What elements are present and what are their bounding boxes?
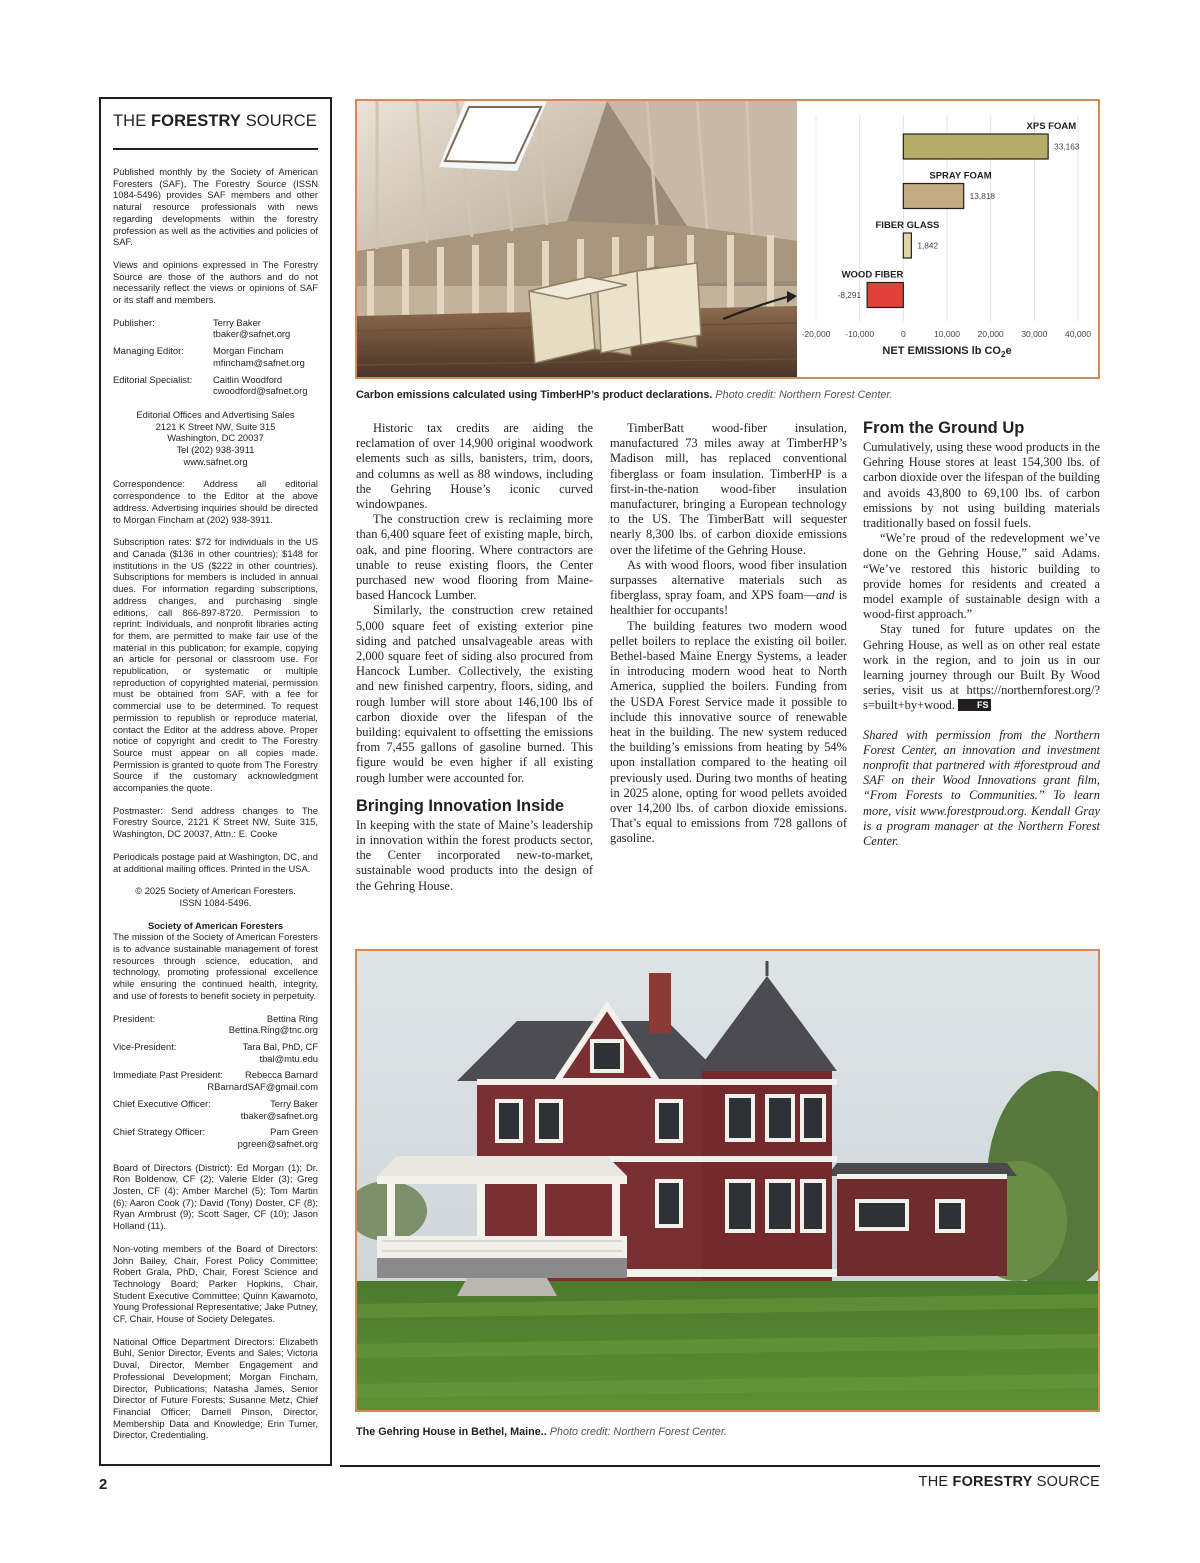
chart-x-axis-title: NET EMISSIONS lb $CO_2e$ <box>882 345 1012 359</box>
footer-brand-post: SOURCE <box>1032 1474 1100 1490</box>
officer-name: Terry Baker <box>270 1097 318 1109</box>
article-paragraph: “We’re proud of the redevelopment we’ve done on the Gehring House,” said Adams. “We’ve restored this historic building to provide homes for residents and created a model example of sustainable design with a wood-first approach.” <box>863 531 1100 622</box>
figure2-photo-credit: Photo credit: Northern Forest Center. <box>549 1426 728 1438</box>
article-paragraph: Cumulatively, using these wood products in the Gehring House stores at least 154,300 lbs. of carbon dioxide over the lifespan of the building and avoids 43,800 to 69,100 lbs. of carbon emissions by not using building materials traditionally based on fossil fuels. <box>863 440 1100 531</box>
officer-role: President: <box>113 1012 156 1024</box>
article-paragraph: In keeping with the state of Maine’s leadership in innovation within the forest products sector, the Center incorporated new-to-market, sustainable wood products into the design of the Gehring House. <box>356 817 593 893</box>
officer-email: RBarnardSAF@gmail.com <box>207 1081 318 1093</box>
chart-x-tick-label: -10,000 <box>845 329 875 339</box>
chart-category-label: SPRAY FOAM <box>929 170 992 182</box>
editorial-offices <box>113 409 318 468</box>
paragraph-segment: is healthier for occupants! <box>610 588 848 618</box>
chart-data-label: -8,291 <box>837 290 862 300</box>
gehring-house-photo <box>357 951 1098 1410</box>
staff-email: mfincham@safnet.org <box>213 356 305 368</box>
staff-list <box>113 317 318 397</box>
chart-x-tick-label: 20,000 <box>977 329 1004 339</box>
masthead-postage: Periodicals postage paid at Washington, DC, and at additional mailing offices. Printed in the USA. <box>113 850 318 874</box>
officer-name: Bettina Ring <box>266 1012 318 1024</box>
emissions-bar-chart <box>797 101 1098 377</box>
offices-line: Tel (202) 938-3911 <box>176 444 255 456</box>
offices-line: 2121 K Street NW, Suite 315 <box>155 420 276 432</box>
officer-email: tbaker@safnet.org <box>240 1109 318 1121</box>
page-number: 2 <box>99 1476 108 1493</box>
staff-name: Terry Baker <box>213 316 261 328</box>
figure2-caption-bold: The Gehring House in Bethel, Maine.. <box>356 1426 547 1438</box>
staff-row <box>113 345 318 368</box>
end-mark-icon: FS <box>958 699 991 711</box>
article-paragraph <box>863 622 1100 713</box>
nonvoting-members: Non-voting members of the Board of Directors: John Bailey, Chair, Forest Policy Committee; Robert Grala, PhD, Chair, Forest Science and Technology Board; Parker Hopkins, Chair, Student Executive Committee; Quinn Kawamoto, Young Professional Representative; Jake Putney, CF, Chair, House of Society Delegates. <box>113 1242 318 1325</box>
board-of-directors: Board of Directors (District): Ed Morgan (1); Dr. Ron Boldenow, CF (2); Valerie Elder (3); Greg Josten, CF (4); Amber Marchel (5); Tom Martin (6); Aaron Cook (7); David (Tony) Doster, CF (8); Ryan Armbrust (9); Scott Sager, CF (10); Jason Holland (11). <box>113 1161 318 1232</box>
chart-bar <box>903 184 963 209</box>
officer-role: Chief Executive Officer: <box>113 1097 211 1109</box>
staff-name: Morgan Fincham <box>213 345 284 357</box>
saf-mission: The mission of the Society of American Foresters is to advance sustainable management of forest resources through science, education, and technology, promoting professional excellence while ensuring the continued health, integrity, and use of forests to benefit society in perpetuity. <box>113 931 318 1001</box>
article-column-3 <box>863 421 1100 849</box>
footer-brand <box>919 1474 1100 1490</box>
figure2-caption <box>356 1426 1100 1438</box>
chart-x-tick-label: 30,000 <box>1021 329 1048 339</box>
article-column-2 <box>610 421 847 847</box>
chart-data-label: 1,842 <box>917 240 939 251</box>
chart-data-label: 33,163 <box>1054 141 1080 152</box>
officer-entry <box>113 1069 318 1092</box>
officer-role: Immediate Past President: <box>113 1069 223 1081</box>
masthead-title-post: SOURCE <box>241 112 317 130</box>
staff-name: Caitlin Woodford <box>213 373 283 385</box>
masthead-title-pre: THE <box>113 112 151 130</box>
chart-category-label: XPS FOAM <box>1026 121 1077 132</box>
chart-category-label: WOOD FIBER <box>841 269 904 281</box>
paragraph-segment: As with wood floors, wood fiber insulation surpasses alternative materials such as fiberglass, spray foam, and XPS foam— <box>610 557 847 603</box>
chart-x-tick-label: 10,000 <box>934 329 960 339</box>
staff-email: tbaker@safnet.org <box>213 328 291 340</box>
footer-brand-bold: FORESTRY <box>952 1474 1033 1490</box>
staff-row <box>113 317 318 340</box>
article-credit-note: Shared with permission from the Northern Forest Center, an innovation and investment nonprofit that partnered with #forestproud and SAF on their Wood Innovations grant film, “From Forests to Communities.” To learn more, visit www.forestproud.org. Kendall Gray is a program manager at the Northern Forest Center. <box>863 727 1100 849</box>
officer-name: Tara Bal, PhD, CF <box>242 1041 318 1052</box>
masthead-copyright-block <box>113 885 318 908</box>
article-column-1 <box>356 421 593 894</box>
subhead-ground-up: From the Ground Up <box>863 419 1025 437</box>
saf-heading: Society of American Foresters <box>147 919 284 931</box>
masthead-rule <box>113 148 318 150</box>
masthead-views: Views and opinions expressed in The Forestry Source are those of the authors and do not necessarily reflect the views or opinions of SAF or its staff and members. <box>113 258 318 306</box>
chart-x-tick-label: 40,000 <box>1065 329 1091 339</box>
officer-entry <box>113 1041 318 1064</box>
attic-insulation-photo <box>357 101 797 377</box>
officer-email: Bettina.Ring@tnc.org <box>228 1024 318 1036</box>
chart-data-label: 13,818 <box>969 191 996 201</box>
offices-line: Editorial Offices and Advertising Sales <box>136 408 295 420</box>
figure1-photo-credit: Photo credit: Northern Forest Center. <box>715 389 893 401</box>
masthead-correspondence: Correspondence: Address all editorial correspondence to the Editor at the above address. Advertising inquiries should be directed to Morgan Fincham at (202) 938-3911. <box>113 478 318 525</box>
subhead-innovation: Bringing Innovation Inside <box>356 796 565 815</box>
officer-role: Vice-President: <box>113 1041 177 1052</box>
offices-line: Washington, DC 20037 <box>167 432 264 444</box>
article-paragraph: TimberBatt wood-fiber insulation, manufactured 73 miles away at TimberHP’s Madison mill, has replaced conventional fiberglass or foam insulation. TimberHP is a first-in-the-nation wood-fiber insulation manufacturer, bringing a European technology to the US. The TimberBatt will sequester nearly 8,300 lbs. of carbon dioxide emissions over the lifetime of the Gehring House. <box>610 421 847 557</box>
figure-gehring-house <box>355 949 1100 1412</box>
officer-entry <box>113 1126 318 1149</box>
footer-rule <box>340 1465 1100 1467</box>
masthead-subscription: Subscription rates: $72 for individuals in the US and Canada ($136 in other countries); $148 for institutions in the US ($222 in other countries). Subscriptions for members is included in annual dues. For information regarding subscriptions, address changes, and purchasing single editions, call 866-897-8720. Permission to reprint: Individuals, and nonprofit libraries acting for them, are permitted to make fair use of the material in this publication; for example, copying an article for personal or classroom use. For republication, or systematic or multiple reproduction of copyrighted material, permission must be obtained from SAF, with a fee for commercial use to be determined. To request permission to republish or reproduce material, contact the Editor at the address above. Proper notice of copyright and credit to The Forestry Source must appear on all copies made. Permission is granted to quote from The Forestry Source if the customary acknowledgment accompanies the quote. <box>113 536 318 794</box>
officer-name: Rebecca Barnard <box>245 1069 318 1081</box>
staff-role: Editorial Specialist: <box>113 373 193 385</box>
article-paragraph: The building features two modern wood pellet boilers to replace the existing oil boiler. Bethel-based Maine Energy Systems, a leader in introducing modern wood heat to North America, supplied the boilers. Funding from the USDA Forest Service made it possible to include this innovative source of renewable heat in the building. The new system reduced the building’s emissions from heating by 54% upon installation compared to the heating oil previously used. During two months of heating in 2025 alone, opting for wood pellets avoided over 14,200 lbs. of carbon dioxide emissions. That’s equal to emissions from 728 gallons of gasoline. <box>610 618 847 846</box>
chart-x-tick-label: 0 <box>900 329 906 339</box>
staff-role: Publisher: <box>113 316 155 328</box>
officer-email: pgreen@safnet.org <box>237 1137 318 1149</box>
officer-email: tbal@mtu.edu <box>259 1052 318 1064</box>
masthead-postmaster: Postmaster: Send address changes to The Forestry Source, 2121 K Street NW, Suite 315, Washington, DC 20037, Attn.: E. Cooke <box>113 804 318 840</box>
masthead-copyright: © 2025 Society of American Foresters. <box>135 885 296 897</box>
figure1-caption-bold: Carbon emissions calculated using TimberHP’s product declarations. <box>356 389 713 401</box>
article-paragraph: Similarly, the construction crew retained 5,000 square feet of existing exterior pine siding and patched unsalvageable areas with 2,000 square feet of siding also procured from Hancock Lumber. Collectively, the existing and new finished carpentry, floors, siding, and rough lumber will store about 146,100 lbs of carbon dioxide over the lifespan of the building: equivalent to offsetting the emissions from 7,455 gallons of gasoline burned. This figure would be even higher if all existing rough lumber were accounted for. <box>356 603 593 785</box>
offices-line: www.safnet.org <box>183 455 248 467</box>
masthead-box <box>99 97 332 1466</box>
officer-entry <box>113 1013 318 1036</box>
masthead-issn: ISSN 1084-5496. <box>179 896 252 908</box>
chart-bar <box>867 283 903 308</box>
officer-entry <box>113 1098 318 1121</box>
staff-role: Managing Editor: <box>113 345 184 357</box>
footer-brand-pre: THE <box>918 1474 953 1490</box>
chart-x-tick-label: -20,000 <box>801 329 831 339</box>
article-paragraph: The construction crew is reclaiming more than 6,400 square feet of existing maple, birch, oak, and pine flooring. Where contractors are unable to reuse existing floors, the Center purchased new wood flooring from Maine-based Hancock Lumber. <box>356 512 593 603</box>
masthead-title <box>113 111 318 131</box>
officer-role: Chief Strategy Officer: <box>113 1126 206 1138</box>
paragraph-segment: Stay tuned for future updates on the Gehring House, as well as on other real estate work in the region, and to join us in our learning journey through our Built By Wood series, visit us at https://northernforest.org/?s=built+by+wood. <box>863 622 1100 713</box>
chart-bar <box>903 233 911 258</box>
officers-list <box>113 1013 318 1150</box>
masthead-intro: Published monthly by the Society of American Foresters (SAF), The Forestry Source (ISSN 1084-5496) provides SAF members and other natural resource professionals with news regarding developments within the forestry profession as well as the activities and policies of SAF. <box>113 166 318 248</box>
officer-name: Pam Green <box>270 1126 318 1138</box>
article-paragraph <box>610 558 847 619</box>
staff-email: cwoodford@safnet.org <box>213 385 308 397</box>
figure1-caption <box>356 389 1100 401</box>
masthead-title-bold: FORESTRY <box>150 112 242 130</box>
emphasis-text: and <box>815 588 835 603</box>
figure-insulation-chart <box>355 99 1100 379</box>
chart-category-label: FIBER GLASS <box>875 220 940 231</box>
national-office-directors: National Office Department Directors: Elizabeth Buhl, Senior Director, Events and Sales; Victoria Duval, Director, Member Engagement and Professional Development; Morgan Fincham, Director, Publications; Natasha James, Senior Director of Future Forests; Susanne Metz, Chief Financial Officer; Darnell Pinson, Director, Membership Data and Knowledge; Erin Turner, Director, Credentialing. <box>113 1335 318 1441</box>
staff-row <box>113 374 318 397</box>
chart-bar <box>903 134 1048 159</box>
article-paragraph: Historic tax credits are aiding the reclamation of over 14,900 original woodwork elements such as sills, banisters, trim, doors, and columns as well as 88 windows, including the Gehring House’s iconic curved windowpanes. <box>356 421 593 512</box>
